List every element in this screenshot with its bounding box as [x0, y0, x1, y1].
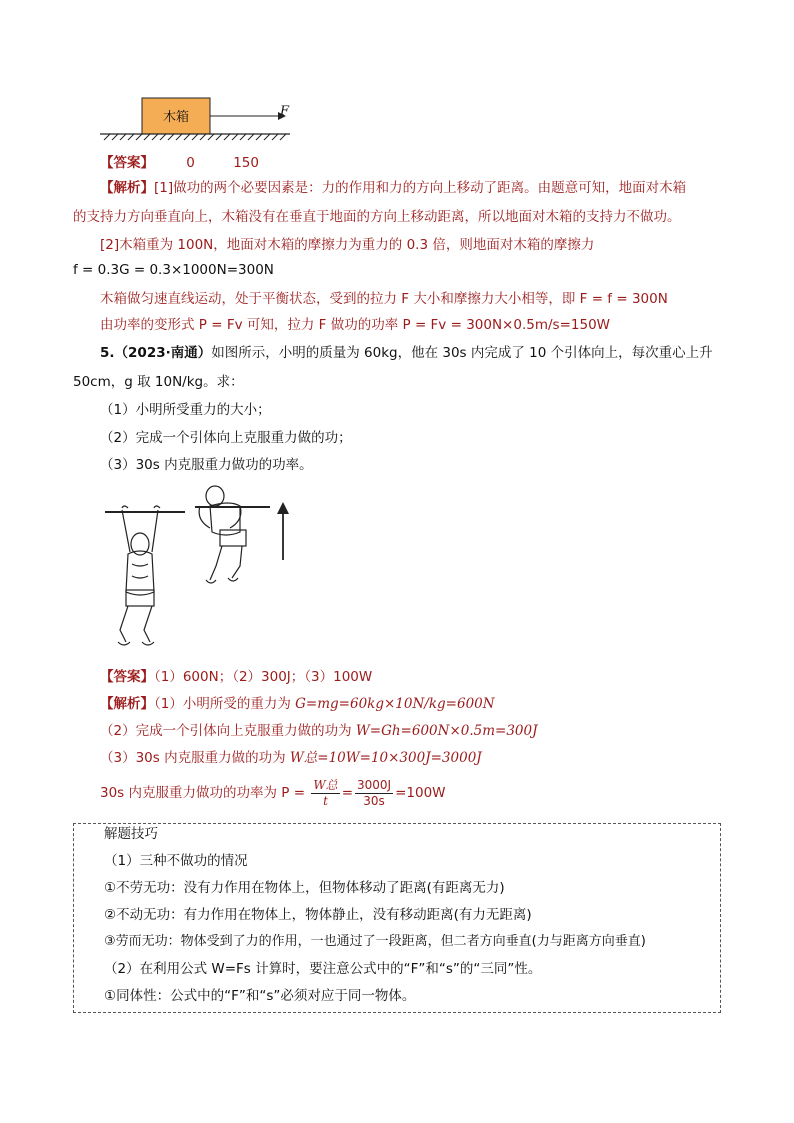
analysis-formula: W=Gh=600N×0.5m=300J — [355, 723, 538, 739]
analysis-prefix: （1）小明所受的重力为 — [154, 696, 296, 712]
analysis-1-line-2: 的支持力方向垂直向上，木箱没有在垂直于地面的方向上移动距离，所以地面对木箱的支持力不做功。 — [73, 209, 681, 225]
force-label: F — [280, 104, 290, 119]
fraction-1-numerator: W总 — [313, 777, 338, 792]
up-arrowhead — [277, 502, 289, 514]
box-figure-svg — [100, 96, 300, 146]
analysis-text: [1]做功的两个必要因素是：力的作用和力的方向上移动了距离。由题意可知，地面对木箱 — [154, 180, 687, 196]
hanging-person — [118, 506, 160, 645]
question-5-stem-2: 50cm，g 取 10N/kg。求： — [73, 374, 244, 390]
analysis-2-line-1 — [100, 693, 495, 715]
tips-heading-2: （2）在利用公式 W=Fs 计算时，要注意公式中的“F”和“s”的“三同”性。 — [104, 961, 542, 977]
pulled-up-person — [199, 486, 246, 583]
question-source: （2023·南通） — [114, 345, 212, 361]
power-result: =100W — [395, 785, 446, 801]
answer-tag: 【答案】 — [100, 669, 154, 685]
fraction-2-numerator: 3000J — [357, 777, 392, 792]
analysis-1-line-6: 由功率的变形式 P = Fv 可知，拉力 F 做功的功率 P = Fv = 300N×0.5m/s=150W — [100, 317, 611, 333]
fraction-1-denominator: t — [323, 793, 328, 808]
question-number: 5. — [100, 345, 115, 361]
answer-text: （1）600N；（2）300J；（3）100W — [154, 669, 373, 685]
tips-item-3: ③劳而无功：物体受到了力的作用，一也通过了一段距离，但二者方向垂直(力与距离方向垂直) — [104, 934, 646, 949]
ground-hatching — [104, 134, 286, 140]
analysis-1-line-5: 木箱做匀速直线运动，处于平衡状态，受到的拉力 F 大小和摩擦力大小相等，即 F = f = 300N — [100, 291, 668, 307]
fraction-values — [355, 778, 393, 809]
fraction-2-denominator: 30s — [363, 793, 385, 808]
box-label: 木箱 — [163, 110, 190, 125]
analysis-tag: 【解析】 — [100, 696, 154, 712]
tips-item-1: ①不劳无功：没有力作用在物体上，但物体移动了距离(有距离无力) — [104, 880, 505, 896]
fraction-work-time — [311, 778, 339, 809]
question-5-stem-1 — [100, 342, 713, 364]
answer-value-2: 150 — [233, 155, 259, 171]
analysis-formula: G=mg=60kg×10N/kg=600N — [295, 696, 495, 712]
analysis-1-line-4: f = 0.3G = 0.3×1000N=300N — [73, 262, 274, 278]
analysis-prefix: （3）30s 内克服重力做的功为 — [100, 750, 290, 766]
tips-item-4: ①同体性：公式中的“F”和“s”必须对应于同一物体。 — [104, 988, 416, 1004]
tips-heading-1: （1）三种不做功的情况 — [104, 853, 248, 869]
pullup-figure-svg — [100, 482, 300, 657]
analysis-2-line-4: 30s 内克服重力做功的功率为 P = $\frac{\text{W总}}{t}$ = $\frac{3000J}{30s}$ =100W — [100, 777, 446, 808]
answer-1 — [100, 152, 259, 174]
analysis-formula: W总=10W=10×300J=3000J — [289, 750, 482, 766]
question-5-sub-1: （1）小明所受重力的大小； — [100, 402, 271, 418]
question-stem: 如图所示，小明的质量为 60kg，他在 30s 内完成了 10 个引体向上，每次重心上升 — [211, 345, 713, 361]
tips-item-2: ②不动无功：有力作用在物体上，物体静止，没有移动距离(有力无距离) — [104, 907, 532, 923]
analysis-2-line-3 — [100, 747, 482, 769]
analysis-1-line-3: [2]木箱重为 100N，地面对木箱的摩擦力为重力的 0.3 倍，则地面对木箱的摩擦力 — [100, 237, 595, 253]
tips-title: 解题技巧 — [104, 826, 158, 842]
analysis-2-line-2 — [100, 720, 538, 742]
power-prefix: 30s 内克服重力做功的功率为 P = — [100, 785, 306, 801]
answer-value-1: 0 — [186, 155, 195, 171]
analysis-prefix: （2）完成一个引体向上克服重力做的功为 — [100, 723, 356, 739]
pullup-figure — [100, 482, 300, 657]
answer-2 — [100, 666, 372, 688]
question-5-sub-3: （3）30s 内克服重力做功的功率。 — [100, 457, 313, 473]
answer-tag: 【答案】 — [100, 155, 154, 171]
question-5-sub-2: （2）完成一个引体向上克服重力做的功； — [100, 430, 352, 446]
analysis-1-line-1 — [100, 177, 686, 199]
analysis-tag: 【解析】 — [100, 180, 154, 196]
box-figure — [100, 96, 300, 146]
